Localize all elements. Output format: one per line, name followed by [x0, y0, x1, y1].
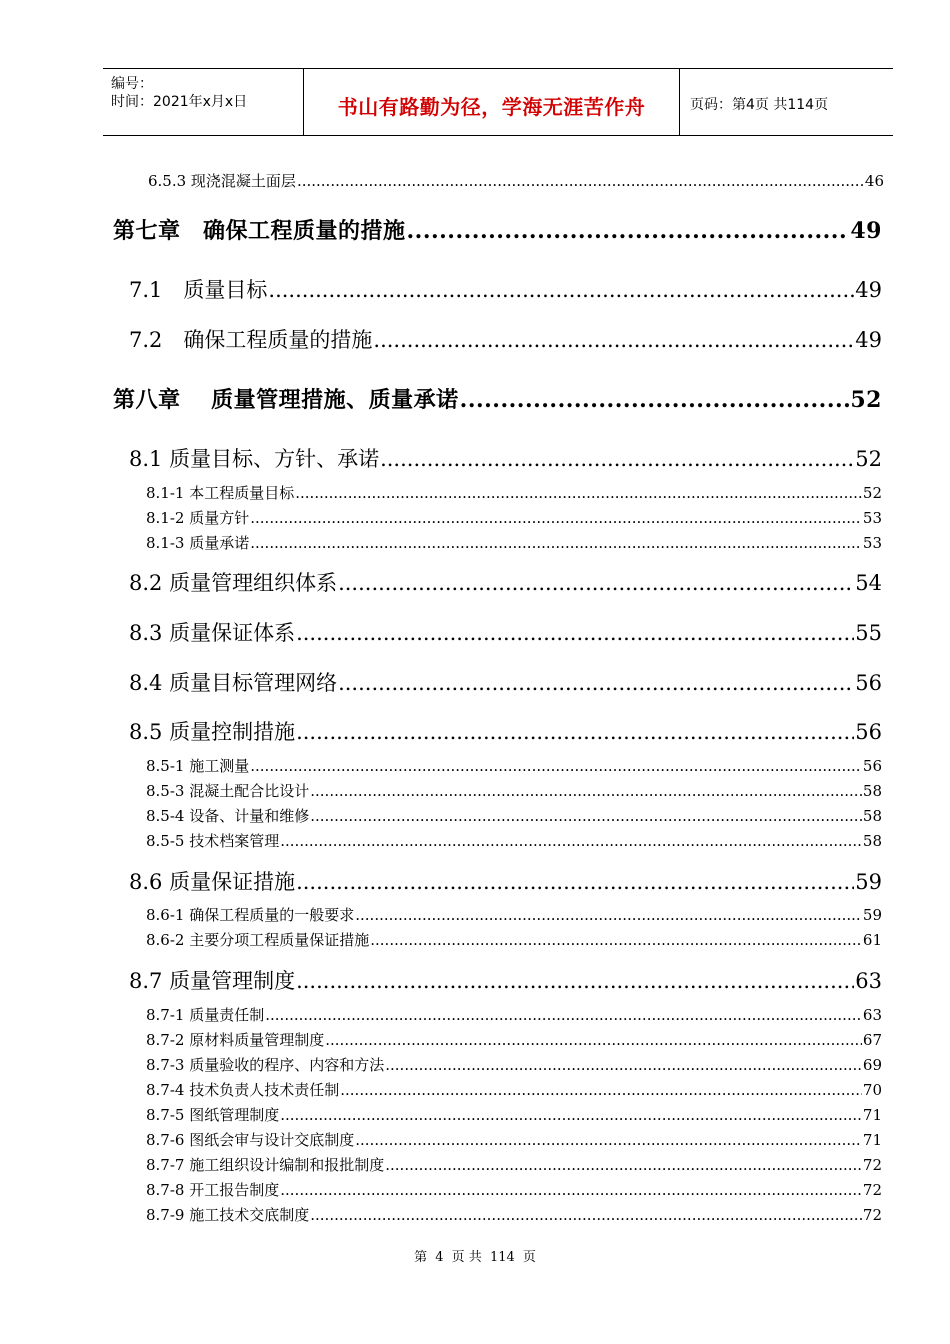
toc-dot-leader: [355, 1131, 862, 1149]
toc-entry-label: 7.2 确保工程质量的措施: [129, 328, 373, 352]
toc-entry-label: 8.7-7 施工组织设计编制和报批制度: [146, 1156, 385, 1174]
toc-entry-label: 8.1-1 本工程质量目标: [146, 484, 295, 502]
toc-entry-sub[interactable]: [146, 1129, 882, 1150]
toc-entry-sec[interactable]: [129, 274, 882, 304]
toc-entry-sub[interactable]: [146, 755, 882, 776]
toc-entry-page-number: 72: [862, 1156, 882, 1174]
toc-dot-leader: [310, 782, 862, 800]
toc-dot-leader: [338, 571, 854, 595]
toc-dot-leader: [310, 807, 862, 825]
footer-middle: 页 共: [451, 1250, 482, 1265]
toc-entry-label: 8.5-4 设备、计量和维修: [146, 807, 310, 825]
toc-entry-label: 8.1 质量目标、方针、承诺: [129, 447, 380, 471]
toc-dot-leader: [295, 484, 862, 502]
toc-entry-label: 8.5-5 技术档案管理: [146, 832, 280, 850]
toc-entry-page-number: 49: [855, 328, 882, 352]
toc-dot-leader: [297, 172, 864, 190]
toc-entry-label: 8.7-6 图纸会审与设计交底制度: [146, 1131, 355, 1149]
toc-entry-label: 8.7 质量管理制度: [129, 969, 296, 993]
toc-entry-label: 8.6-2 主要分项工程质量保证措施: [146, 931, 370, 949]
toc-dot-leader: [280, 1106, 862, 1124]
toc-entry-label: 8.5 质量控制措施: [129, 720, 296, 744]
toc-entry-page-number: 53: [862, 509, 882, 527]
toc-entry-label: 8.1-2 质量方针: [146, 509, 250, 527]
toc-entry-label: 8.5-3 混凝土配合比设计: [146, 782, 310, 800]
toc-dot-leader: [385, 1156, 862, 1174]
toc-dot-leader: [407, 218, 850, 244]
toc-entry-chap[interactable]: [113, 383, 882, 414]
toc-entry-sec[interactable]: [129, 716, 882, 746]
toc-dot-leader: [268, 278, 854, 302]
toc-entry-label: 第七章 确保工程质量的措施: [113, 218, 406, 244]
toc-entry-sec[interactable]: [129, 617, 882, 647]
toc-entry-sec[interactable]: [129, 443, 882, 473]
toc-entry-page-number: 53: [862, 534, 882, 552]
toc-entry-page-number: 52: [850, 387, 882, 413]
toc-entry-page-number: 52: [855, 447, 882, 471]
toc-entry-label: 8.7-1 质量责任制: [146, 1006, 265, 1024]
toc-entry-label: 8.3 质量保证体系: [129, 621, 296, 645]
toc-entry-page-number: 71: [862, 1131, 882, 1149]
toc-entry-page-number: 71: [862, 1106, 882, 1124]
toc-entry-label: 8.5-1 施工测量: [146, 757, 250, 775]
toc-entry-sec[interactable]: [129, 567, 882, 597]
toc-entry-page-number: 67: [862, 1031, 882, 1049]
toc-entry-page-number: 63: [855, 969, 882, 993]
toc-entry-page-number: 58: [862, 782, 882, 800]
toc-entry-label: 8.2 质量管理组织体系: [129, 571, 338, 595]
footer-total-pages: 114: [489, 1250, 515, 1265]
toc-dot-leader: [338, 671, 854, 695]
toc-entry-page-number: 58: [862, 832, 882, 850]
toc-entry-page-number: 56: [855, 671, 882, 695]
toc-entry-label: 第八章 质量管理措施、质量承诺: [113, 387, 459, 413]
toc-dot-leader: [280, 832, 862, 850]
toc-dot-leader: [373, 328, 854, 352]
toc-entry-page-number: 49: [855, 278, 882, 302]
toc-dot-leader: [380, 447, 854, 471]
toc-entry-sub[interactable]: [146, 805, 882, 826]
toc-entry-label: 8.7-5 图纸管理制度: [146, 1106, 280, 1124]
toc-entry-sub[interactable]: [146, 1029, 882, 1050]
toc-entry-sub[interactable]: [146, 1154, 882, 1175]
toc-entry-page-number: 61: [862, 931, 882, 949]
toc-dot-leader: [296, 969, 854, 993]
header-meta-cell: [103, 69, 304, 135]
toc-entry-sub[interactable]: [146, 482, 882, 503]
toc-entry-page-number: 70: [862, 1081, 882, 1099]
toc-entry-label: 8.4 质量目标管理网络: [129, 671, 338, 695]
toc-entry-sub[interactable]: [146, 532, 882, 553]
toc-dot-leader: [460, 387, 850, 413]
toc-entry-sub[interactable]: [146, 830, 882, 851]
page-header: [103, 68, 893, 136]
toc-entry-page-number: 58: [862, 807, 882, 825]
toc-entry-page-number: 59: [855, 870, 882, 894]
toc-entry-page-number: 49: [850, 218, 882, 244]
toc-entry-page-number: 72: [862, 1206, 882, 1224]
toc-entry-sec[interactable]: [129, 866, 882, 896]
toc-entry-label: 8.1-3 质量承诺: [146, 534, 250, 552]
footer-suffix: 页: [522, 1250, 536, 1265]
toc-entry-page-number: 56: [855, 720, 882, 744]
toc-entry-sub[interactable]: [146, 1179, 882, 1200]
toc-entry-label: 8.7-8 开工报告制度: [146, 1181, 280, 1199]
time-label: 时间：2021年x月x日: [111, 94, 248, 110]
footer-current-page: 4: [435, 1250, 444, 1265]
toc-entry-page-number: 72: [862, 1181, 882, 1199]
toc-dot-leader: [310, 1206, 862, 1224]
page-label: 页码：第4页 共114页: [690, 97, 829, 113]
toc-entry-label: 8.6-1 确保工程质量的一般要求: [146, 906, 355, 924]
toc-entry-label: 6.5.3 现浇混凝土面层: [148, 172, 296, 190]
code-label: 编号：: [111, 76, 153, 92]
toc-entry-page-number: 69: [862, 1056, 882, 1074]
toc-dot-leader: [296, 870, 854, 894]
toc-entry-sub[interactable]: [146, 1204, 882, 1225]
toc-dot-leader: [280, 1181, 862, 1199]
header-motto-cell: [304, 69, 680, 135]
toc-entry-label: 8.6 质量保证措施: [129, 870, 296, 894]
toc-dot-leader: [325, 1031, 862, 1049]
toc-dot-leader: [250, 534, 862, 552]
header-page-cell: [680, 69, 893, 135]
motto-text: 书山有路勤为径，学海无涯苦作舟: [337, 95, 646, 119]
toc-entry-sub[interactable]: [146, 1054, 882, 1075]
toc-entry-page-number: 55: [855, 621, 882, 645]
toc-dot-leader: [265, 1006, 862, 1024]
toc-entry-sub[interactable]: [146, 904, 882, 925]
page-footer: [0, 1246, 950, 1265]
toc-entry-sec[interactable]: [129, 324, 882, 354]
toc-entry-page-number: 54: [855, 571, 882, 595]
toc-entry-page-number: 56: [862, 757, 882, 775]
toc-entry-label: 8.7-4 技术负责人技术责任制: [146, 1081, 340, 1099]
toc-entry-sub[interactable]: [146, 929, 882, 950]
toc-dot-leader: [385, 1056, 862, 1074]
toc-dot-leader: [296, 621, 854, 645]
toc-entry-sec[interactable]: [129, 965, 882, 995]
toc-entry-sub[interactable]: [146, 1104, 882, 1125]
toc-entry-label: 7.1 质量目标: [129, 278, 268, 302]
toc-dot-leader: [250, 509, 862, 527]
toc-entry-page-number: 46: [864, 172, 884, 190]
toc-entry-sub[interactable]: [146, 1079, 882, 1100]
toc-entry-page-number: 59: [862, 906, 882, 924]
toc-entry-sec[interactable]: [129, 667, 882, 697]
toc-dot-leader: [340, 1081, 862, 1099]
toc-dot-leader: [250, 757, 862, 775]
toc-entry-label: 8.7-3 质量验收的程序、内容和方法: [146, 1056, 385, 1074]
toc-dot-leader: [355, 906, 862, 924]
toc-entry-sub[interactable]: [146, 780, 882, 801]
toc-dot-leader: [296, 720, 854, 744]
toc-entry-sub[interactable]: [146, 1004, 882, 1025]
footer-prefix: 第: [414, 1250, 428, 1265]
toc-entry-chap[interactable]: [113, 214, 882, 245]
toc-entry-label: 8.7-2 原材料质量管理制度: [146, 1031, 325, 1049]
toc-dot-leader: [370, 931, 862, 949]
toc-entry-label: 8.7-9 施工技术交底制度: [146, 1206, 310, 1224]
toc-entry-sub[interactable]: [146, 507, 882, 528]
toc-entry-page-number: 63: [862, 1006, 882, 1024]
toc-entry-sub[interactable]: [148, 170, 884, 191]
toc-entry-page-number: 52: [862, 484, 882, 502]
